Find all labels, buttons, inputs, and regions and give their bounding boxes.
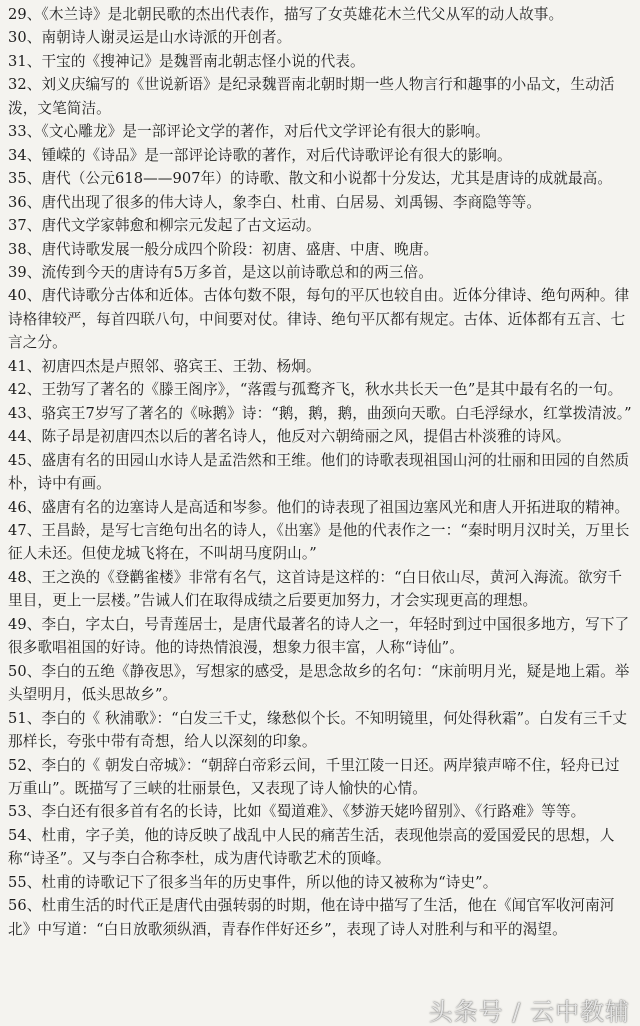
item-number: 29、 (8, 6, 42, 23)
list-item (8, 378, 632, 401)
list-item (8, 871, 632, 894)
list-item (8, 496, 632, 519)
item-text: 干宝的《搜神记》是魏晋南北朝志怪小说的代表。 (41, 52, 365, 70)
list-item (8, 894, 632, 941)
item-text: 杜甫生活的时代正是唐代由强转弱的时期，他在诗中描写了生活，他在《闻官军收河南河北》中写道：“白日放歌须纵酒，青春作伴好还乡”，表现了诗人对胜利与和平的渴望。 (8, 897, 615, 938)
item-text: 南朝诗人谢灵运是山水诗派的开创者。 (41, 29, 292, 47)
item-number: 53、 (8, 803, 42, 821)
item-number: 42、 (8, 381, 42, 399)
list-item (8, 73, 632, 120)
list-item (8, 144, 632, 167)
item-text: 王之涣的《登鹳雀楼》非常有名气，这首诗是这样的：“白日依山尽，黄河入海流。欲穷千里目，更上一层楼。”告诫人们在取得成绩之后要更加努力，才会实现更高的理想。 (8, 568, 623, 610)
item-text: 陈子昂是初唐四杰以后的著名诗人，他反对六朝绮丽之风，提倡古朴淡雅的诗风。 (41, 428, 571, 446)
item-number: 33、 (8, 123, 42, 141)
item-number: 35、 (8, 170, 42, 188)
item-number: 38、 (8, 240, 42, 258)
item-text: 李白的《 秋浦歌》：“白发三千丈，缘愁似个长。不知明镜里，何处得秋霜”。白发有三千丈那样长，夸张中带有奇想，给人以深刻的印象。 (8, 709, 628, 751)
item-number: 56、 (8, 897, 42, 915)
item-text: 盛唐有名的田园山水诗人是孟浩然和王维。他们的诗歌表现祖国山河的壮丽和田园的自然质朴，诗中有画。 (8, 451, 630, 493)
item-number: 47、 (8, 521, 42, 539)
item-number: 45、 (8, 451, 42, 469)
item-number: 49、 (8, 615, 42, 633)
list-item (8, 3, 632, 26)
list-item (8, 425, 632, 448)
list-item (8, 167, 632, 190)
item-text: 李白的五绝《静夜思》，写想家的感受，是思念故乡的名句：“床前明月光，疑是地上霜。举头望明月，低头思故乡”。 (8, 662, 630, 704)
item-text: 盛唐有名的边塞诗人是高适和岑参。他们的诗表现了祖国边塞风光和唐人开拓进取的精神。 (41, 498, 630, 516)
item-number: 30、 (8, 29, 42, 47)
item-number: 40、 (8, 287, 42, 305)
item-text: 唐代出现了很多的伟大诗人，象李白、杜甫、白居易、刘禹锡、李商隐等等。 (41, 193, 542, 211)
list-item (8, 754, 632, 801)
list-item (8, 238, 632, 261)
item-number: 46、 (8, 498, 42, 516)
numbered-list (8, 3, 632, 941)
list-item (8, 449, 632, 496)
item-text: 流传到今天的唐诗有5万多首，是这以前诗歌总和的两三倍。 (41, 263, 433, 281)
item-text: 李白的《 朝发白帝城》：“朝辞白帝彩云间，千里江陵一日还。两岸猿声啼不住，轻舟已过万重山”。既描写了三峡的壮丽景色，又表现了诗人愉快的心情。 (8, 756, 620, 797)
list-item (8, 800, 632, 823)
list-item (8, 355, 632, 378)
item-number: 51、 (8, 709, 42, 727)
list-item (8, 566, 632, 613)
list-item (8, 261, 632, 284)
item-text: 杜甫的诗歌记下了很多当年的历史事件，所以他的诗又被称为“诗史”。 (41, 873, 498, 891)
item-text: 唐代（公元618——907年）的诗歌、散文和小说都十分发达，尤其是唐诗的成就最高。 (41, 170, 613, 188)
item-text: 唐代诗歌发展一般分成四个阶段：初唐、盛唐、中唐、晚唐。 (41, 240, 439, 258)
item-number: 55、 (8, 873, 42, 891)
list-item (8, 519, 632, 566)
item-text: 骆宾王7岁写了著名的《咏鹅》诗：“鹅，鹅，鹅，曲颈向天歌。白毛浮绿水，红掌拨清波。” (41, 404, 632, 422)
item-text: 李白还有很多首有名的长诗，比如《蜀道难》、《梦游天姥吟留别》、《行路难》等等。 (41, 803, 586, 821)
item-number: 31、 (8, 52, 42, 70)
list-item (8, 191, 632, 214)
watermark: 头条号 / 云中教辅 (428, 997, 630, 1026)
item-number: 41、 (8, 357, 42, 375)
item-number: 50、 (8, 662, 42, 680)
list-item (8, 824, 632, 871)
list-item (8, 120, 632, 143)
item-number: 36、 (8, 193, 42, 211)
item-number: 32、 (8, 76, 42, 94)
item-text: 初唐四杰是卢照邻、骆宾王、王勃、杨炯。 (41, 357, 321, 375)
item-number: 54、 (8, 826, 42, 844)
item-text: 唐代文学家韩愈和柳宗元发起了古文运动。 (41, 217, 321, 235)
item-text: 《文心雕龙》是一部评论文学的著作，对后代文学评论有很大的影响。 (41, 123, 490, 141)
item-text: 李白，字太白，号青莲居士，是唐代最著名的诗人之一，年轻时到过中国很多地方，写下了很多歌唱祖国的好诗。他的诗热情浪漫，想象力很丰富，人称“诗仙”。 (8, 615, 630, 657)
list-item (8, 660, 632, 707)
item-text: 杜甫，字子美，他的诗反映了战乱中人民的痛苦生活，表现他崇高的爱国爱民的思想，人称“诗圣”。又与李白合称李杜，成为唐代诗歌艺术的顶峰。 (8, 826, 615, 868)
item-text: 唐代诗歌分古体和近体。古体句数不限，每句的平仄也较自由。近体分律诗、绝句两种。律诗格律较严，每首四联八句，中间要对仗。律诗、绝句平仄都有规定。古体、近体都有五言、七言之分。 (8, 287, 630, 352)
item-number: 39、 (8, 263, 42, 281)
item-number: 44、 (8, 428, 42, 446)
item-number: 48、 (8, 568, 42, 586)
list-item (8, 707, 632, 754)
list-item (8, 613, 632, 660)
item-text: 《木兰诗》是北朝民歌的杰出代表作，描写了女英雄花木兰代父从军的动人故事。 (41, 6, 564, 23)
list-item (8, 214, 632, 237)
item-number: 52、 (8, 756, 42, 774)
list-item (8, 50, 632, 73)
item-number: 43、 (8, 404, 42, 422)
list-item (8, 284, 632, 354)
item-text: 王勃写了著名的《滕王阁序》，“落霞与孤鹜齐飞，秋水共长天一色”是其中最有名的一句。 (41, 381, 623, 399)
list-item (8, 26, 632, 49)
item-text: 锺嵘的《诗品》是一部评论诗歌的著作，对后代诗歌评论有很大的影响。 (41, 146, 512, 164)
item-number: 37、 (8, 217, 42, 235)
list-item (8, 402, 632, 425)
item-text: 王昌龄，是写七言绝句出名的诗人，《出塞》是他的代表作之一：“秦时明月汉时关，万里长征人未还。但使龙城飞将在，不叫胡马度阴山。” (8, 521, 630, 563)
item-text: 刘义庆编写的《世说新语》是纪录魏晋南北朝时期一些人物言行和趣事的小品文，生动活泼，文笔简洁。 (8, 76, 615, 117)
item-number: 34、 (8, 146, 42, 164)
